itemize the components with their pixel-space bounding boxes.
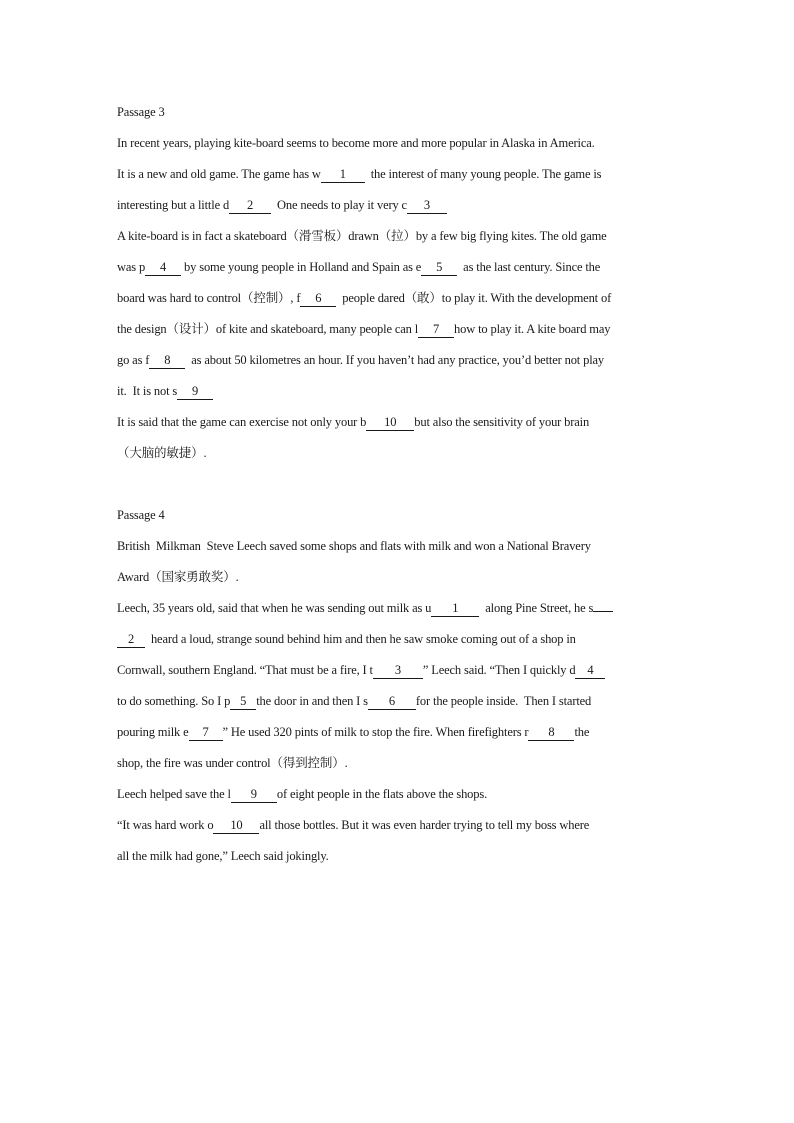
text-line [117, 411, 682, 442]
text-segment: the interest of many young people. The game is [364, 167, 602, 181]
answer-blank[interactable]: 2 [117, 632, 145, 648]
answer-blank[interactable]: 5 [421, 260, 457, 276]
passage-divider [117, 473, 682, 504]
text-line [117, 597, 682, 628]
text-segment: as about 50 kilometres an hour. If you haven’t had any practice, you’d better not play [185, 353, 605, 367]
text-segment: people dared（敢）to play it. With the development of [336, 291, 612, 305]
passage-4-text [117, 535, 682, 876]
text-line [117, 535, 682, 566]
text-segment: It is said that the game can exercise not only your b [117, 415, 367, 429]
text-line [117, 721, 682, 752]
text-segment: as the last century. Since the [457, 260, 601, 274]
text-segment: Leech, 35 years old, said that when he was sending out milk as u [117, 601, 432, 615]
text-line [117, 752, 682, 783]
text-segment: along Pine Street, he s [479, 601, 594, 615]
text-segment: （大脑的敏捷）. [117, 446, 207, 460]
text-segment: pouring milk e [117, 725, 189, 739]
answer-blank[interactable]: 2 [229, 198, 271, 214]
text-line [117, 442, 682, 473]
text-line [117, 163, 682, 194]
text-line [117, 225, 682, 256]
answer-blank[interactable]: 6 [300, 291, 336, 307]
text-line [117, 628, 682, 659]
answer-blank[interactable]: 10 [366, 415, 414, 431]
text-segment: In recent years, playing kite-board seems to become more and more popular in Alaska in America. [117, 136, 595, 150]
answer-blank[interactable]: 1 [431, 601, 479, 617]
text-segment: board was hard to control（控制）, f [117, 291, 301, 305]
answer-blank[interactable]: 7 [189, 725, 223, 741]
answer-blank[interactable]: 4 [145, 260, 181, 276]
text-segment: for the people inside. Then I started [415, 694, 592, 708]
document-body [117, 101, 682, 876]
text-segment: It is a new and old game. The game has w [117, 167, 321, 181]
text-line [117, 287, 682, 318]
text-line [117, 566, 682, 597]
text-line [117, 380, 682, 411]
text-segment: was p [117, 260, 146, 274]
answer-blank[interactable] [593, 611, 613, 612]
answer-blank[interactable]: 3 [407, 198, 447, 214]
text-segment: shop, the fire was under control（得到控制）. [117, 756, 348, 770]
text-segment: One needs to play it very c [271, 198, 407, 212]
answer-blank[interactable]: 7 [418, 322, 454, 338]
text-line [117, 814, 682, 845]
text-segment: by some young people in Holland and Spain as e [181, 260, 422, 274]
text-segment: the [574, 725, 590, 739]
text-line [117, 845, 682, 876]
text-segment: the design（设计）of kite and skateboard, many people can l [117, 322, 419, 336]
answer-blank[interactable]: 5 [230, 694, 256, 710]
text-line [117, 132, 682, 163]
answer-blank[interactable]: 6 [368, 694, 416, 710]
text-segment: interesting but a little d [117, 198, 230, 212]
text-segment: British Milkman Steve Leech saved some shops and flats with milk and won a National Bravery [117, 539, 591, 553]
answer-blank[interactable]: 10 [213, 818, 259, 834]
answer-blank[interactable]: 3 [373, 663, 423, 679]
answer-blank[interactable]: 8 [528, 725, 574, 741]
text-segment: it. It is not s [117, 384, 178, 398]
text-line [117, 659, 682, 690]
passage-3-text [117, 132, 682, 473]
text-segment: Cornwall, southern England. “That must be a fire, I t [117, 663, 373, 677]
text-segment: Award（国家勇敢奖）. [117, 570, 239, 584]
text-line [117, 256, 682, 287]
text-line [117, 349, 682, 380]
text-segment: “It was hard work o [117, 818, 214, 832]
text-segment: go as f [117, 353, 150, 367]
text-line [117, 783, 682, 814]
text-segment: all the milk had gone,” Leech said jokingly. [117, 849, 329, 863]
text-segment: heard a loud, strange sound behind him and then he saw smoke coming out of a shop in [145, 632, 576, 646]
text-segment: but also the sensitivity of your brain [414, 415, 590, 429]
text-segment: how to play it. A kite board may [454, 322, 611, 336]
answer-blank[interactable]: 9 [177, 384, 213, 400]
text-segment: Leech helped save the l [117, 787, 231, 801]
text-line [117, 194, 682, 225]
text-line [117, 318, 682, 349]
text-segment: A kite-board is in fact a skateboard（滑雪板）drawn（拉）by a few big flying kites. The old game [117, 229, 607, 243]
passage-4-title: Passage 4 [117, 508, 165, 522]
text-segment: of eight people in the flats above the shops. [276, 787, 488, 801]
text-segment: all those bottles. But it was even harder trying to tell my boss where [259, 818, 590, 832]
answer-blank[interactable]: 8 [149, 353, 185, 369]
text-segment: the door in and then I s [256, 694, 368, 708]
text-segment: ” Leech said. “Then I quickly d [422, 663, 576, 677]
passage-3-title: Passage 3 [117, 105, 165, 119]
answer-blank[interactable]: 1 [321, 167, 365, 183]
text-line [117, 690, 682, 721]
text-segment: to do something. So I p [117, 694, 231, 708]
text-segment: ” He used 320 pints of milk to stop the fire. When firefighters r [222, 725, 529, 739]
answer-blank[interactable]: 4 [575, 663, 605, 679]
answer-blank[interactable]: 9 [231, 787, 277, 803]
